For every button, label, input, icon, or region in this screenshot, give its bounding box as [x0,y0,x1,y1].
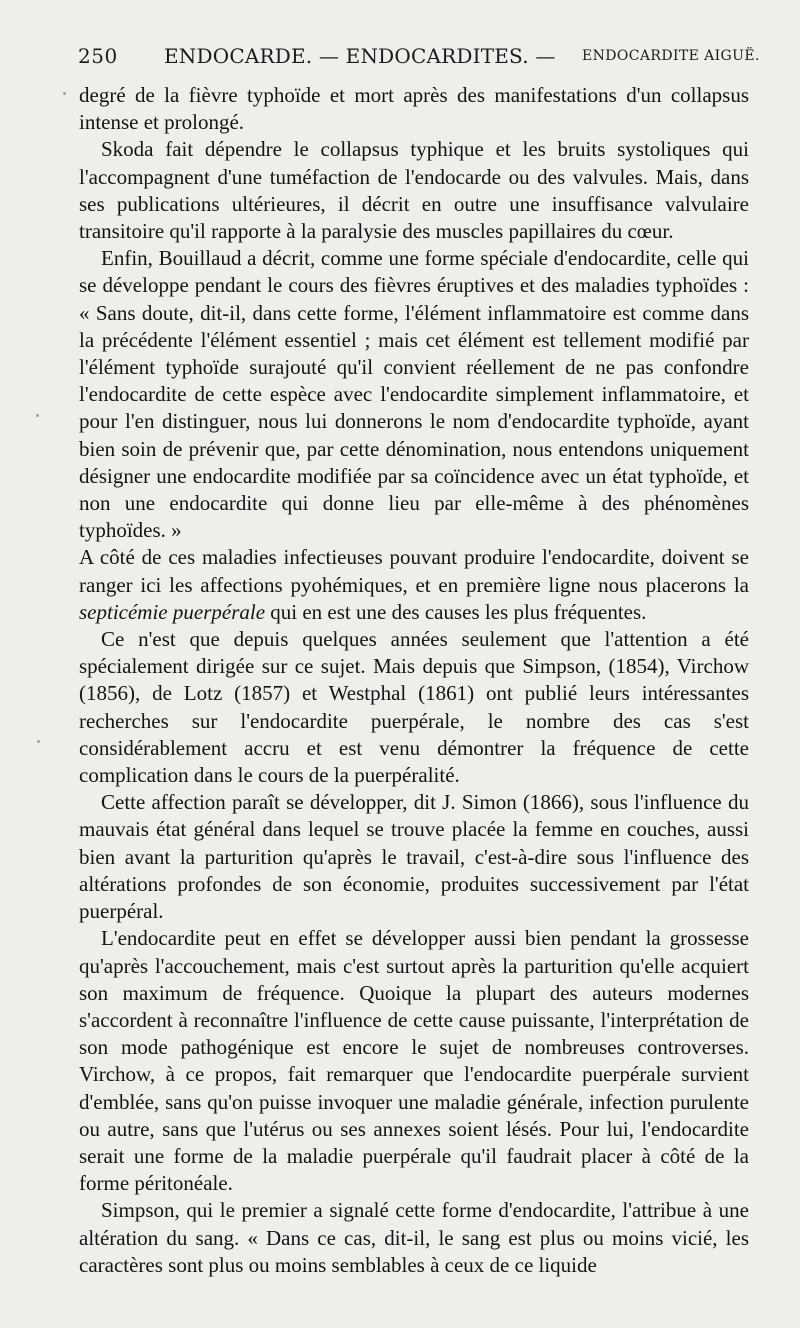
margin-speck [63,92,66,95]
section-title: ENDOCARDITE AIGUË. [582,48,760,64]
paragraph-septicemie-after: qui en est une des causes les plus fréquentes. [265,599,647,624]
paragraph-endocardite-grossesse: L'endocardite peut en effet se développer aussi bien pendant la grossesse qu'après l'accouchement, mais c'est surtout après la parturition qu'elle acquiert son maximum de fréquence. Quoique la plupart des auteurs modernes s'accordent à reconnaître l'influence de cette cause puissante, l'interprétation de son mode pathogénique est encore le sujet de nombreuses controverses. Virchow, à ce propos, fait remarquer que l'endocardite puerpérale survient d'emblée, sans qu'on puisse invoquer une maladie générale, infection purulente ou autre, sans que l'utérus ou ses annexes soient lésés. Pour lui, l'endocardite serait une forme de la maladie puerpérale qu'il faudrait placer à côté de la forme péritonéale. [79,926,749,1196]
page-header [78,44,760,78]
paragraph-bouillaud: Enfin, Bouillaud a décrit, comme une forme spéciale d'endocardite, celle qui se développe pendant le cours des fièvres éruptives et des maladies typhoïdes : « Sans doute, dit-il, dans cette forme, l'élément inflammatoire est comme dans la précédente l'élément essentiel ; mais cet élément est tellement modifié par l'élément typhoïde surajouté qu'il convient réellement de ne pas confondre l'endocardite de cette espèce avec l'endocardite simplement inflammatoire, et pour l'en distinguer, nous lui donnerons le nom d'endocardite typhoïde, ayant bien soin de prévenir que, par cette dénomination, nous entendons uniquement désigner une endocardite modifiée par sa coïncidence avec un état typhoïde, et non une endocardite qui donne lieu par elle-même à des phénomènes typhoïdes. » [79,246,749,543]
paragraph-simpson-sang: Simpson, qui le premier a signalé cette forme d'endocardite, l'attribue à une altération du sang. « Dans ce cas, dit-il, le sang est plus ou moins vicié, les caractères sont plus ou moins semblables à ceux de ce liquide [79,1198,749,1277]
margin-speck [37,740,40,743]
paragraph-simon: Cette affection paraît se développer, dit J. Simon (1866), sous l'influence du mauvais état général dans lequel se trouve placée la femme en couches, aussi bien avant la parturition qu'après le travail, c'est-à-dire sous l'influence des altérations profondes de son économie, produites successivement par l'état puerpéral. [79,790,749,924]
paragraph-septicemie-before: A côté de ces maladies infectieuses pouvant produire l'endocardite, doivent se ranger ici les affections pyohémiques, et en première ligne nous placerons la [79,545,749,597]
paragraph-continuation: degré de la fièvre typhoïde et mort après des manifestations d'un collapsus intense et prolongé. [79,83,749,135]
page-number: 250 [78,44,118,68]
paragraph-skoda: Skoda fait dépendre le collapsus typhique et les bruits systoliques qui l'accompagnent d'une tuméfaction de l'endocarde ou des valvules. Mais, dans ses publications ultérieures, il décrit en outre une insuffisance valvulaire transitoire qu'il rapporte à la paralysie des muscles papillaires du cœur. [79,137,749,244]
running-title: ENDOCARDE. — ENDOCARDITES. — [164,44,556,68]
italic-term-septicemie-puerperale: septicémie puerpérale [79,599,266,624]
margin-speck [36,414,39,417]
paragraph-simpson-virchow: Ce n'est que depuis quelques années seulement que l'attention a été spécialement dirigée sur ce sujet. Mais depuis que Simpson, (1854), Virchow (1856), de Lotz (1857) et Westphal (1861) ont publié leurs intéressantes recherches sur l'endocardite puerpérale, le nombre des cas s'est considérablement accru et est venu démontrer la fréquence de cette complication dans le cours de la puerpéralité. [79,627,749,788]
paragraph-septicemie [79,544,749,626]
body-text [79,82,749,1279]
